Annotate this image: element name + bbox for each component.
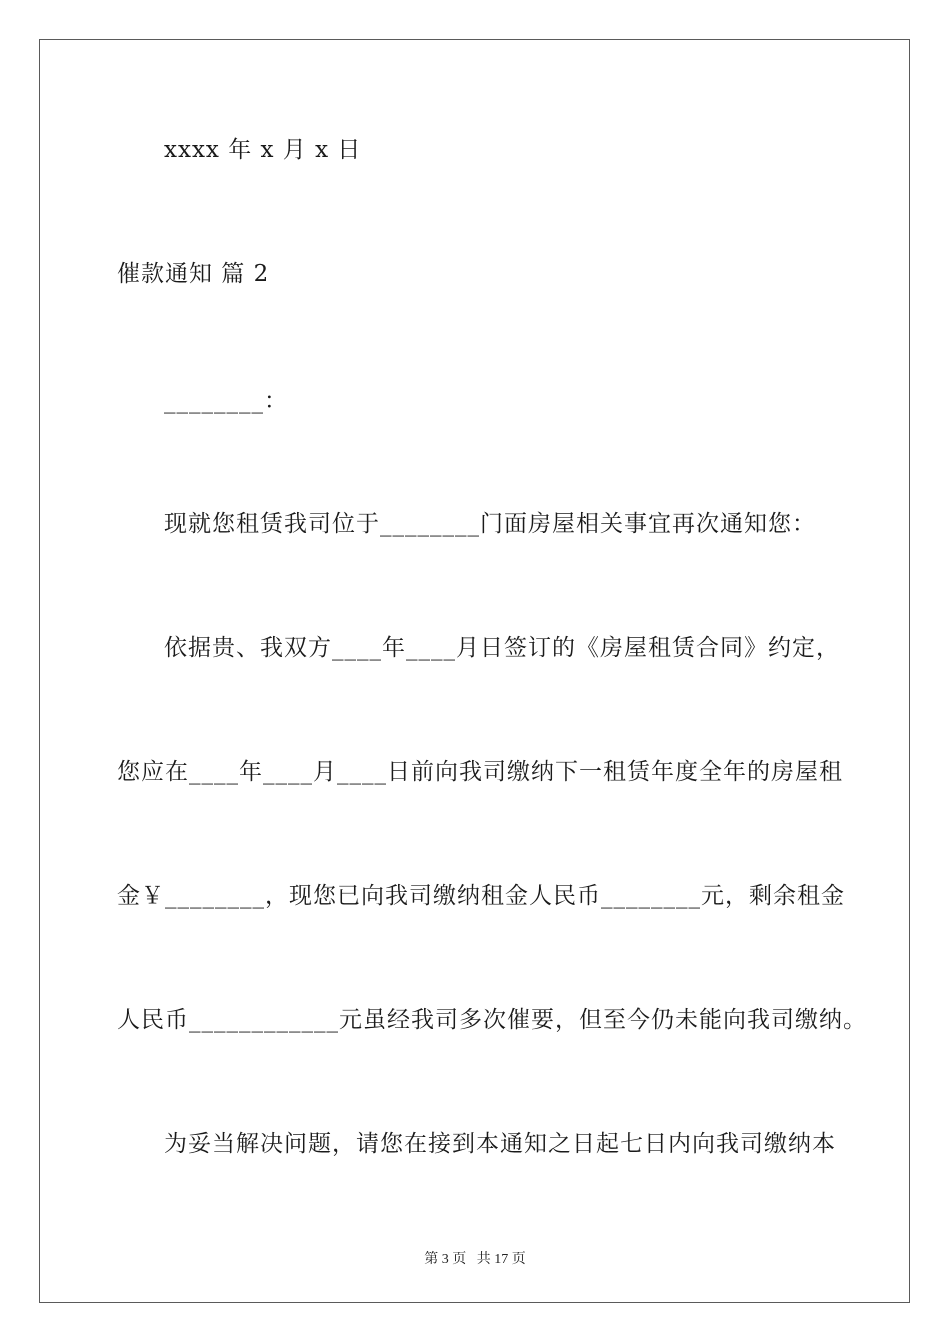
paragraph-line: 您应在____年____月____日前向我司缴纳下一租赁年度全年的房屋租 <box>117 759 843 785</box>
date-line: xxxx 年 x 月 x 日 <box>164 137 362 163</box>
salutation-line: ________： <box>164 388 288 414</box>
page-border <box>39 39 910 1303</box>
paragraph-line: 依据贵、我双方____年____月日签订的《房屋租赁合同》约定， <box>164 635 840 661</box>
section-heading: 催款通知 篇 2 <box>117 261 270 287</box>
paragraph-line: 人民币____________元虽经我司多次催要，但至今仍未能向我司缴纳。 <box>117 1007 867 1033</box>
paragraph-line: 现就您租赁我司位于________门面房屋相关事宜再次通知您： <box>164 511 816 537</box>
page-number-footer: 第 3 页 共 17 页 <box>424 1252 526 1267</box>
paragraph-line: 金￥________，现您已向我司缴纳租金人民币________元，剩余租金 <box>117 883 845 909</box>
paragraph-line: 为妥当解决问题，请您在接到本通知之日起七日内向我司缴纳本 <box>164 1131 836 1157</box>
